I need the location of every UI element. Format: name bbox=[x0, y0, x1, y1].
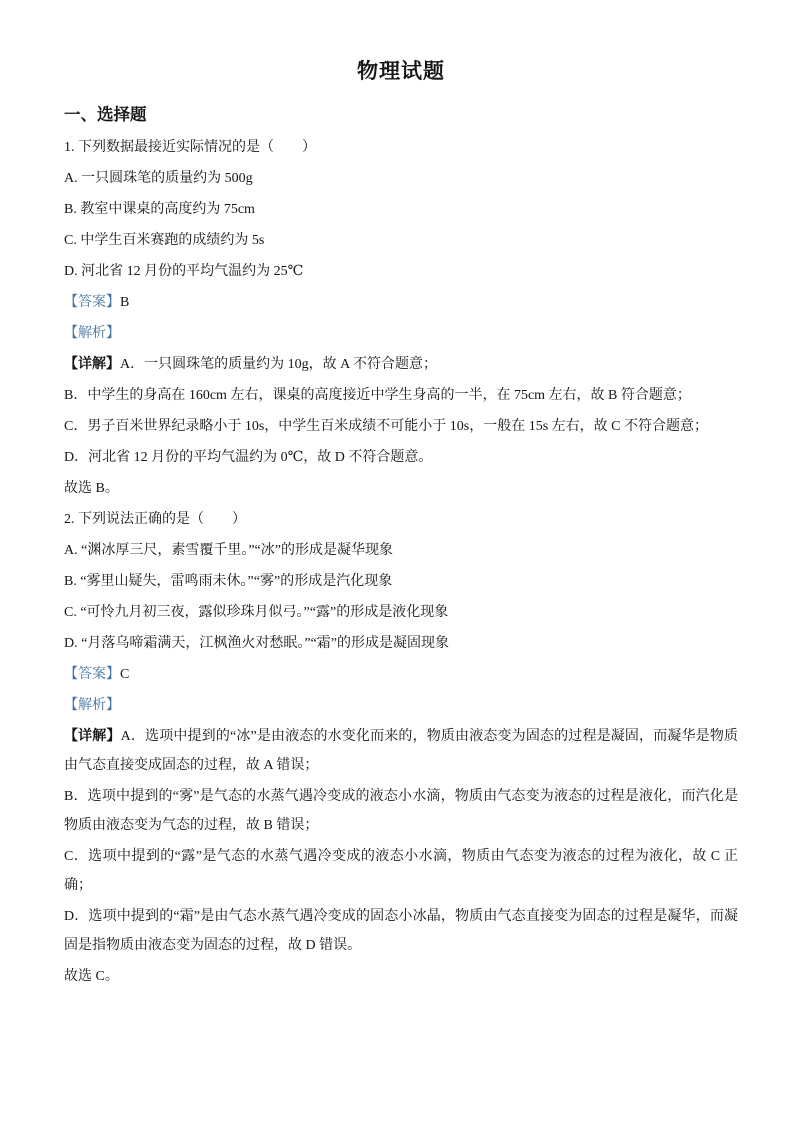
analysis-line bbox=[64, 319, 738, 348]
document-title: 物理试题 bbox=[357, 59, 445, 83]
detail-paragraph-b: B．选项中提到的“雾”是气态的水蒸气遇冷变成的液态小水滴，物质由气态变为液态的过程是液化，而汽化是物质由液态变为气态的过程，故 B 错误； bbox=[64, 789, 738, 833]
question-option-b: B. 教室中课桌的高度约为 75cm bbox=[64, 202, 255, 217]
answer-label: 【答案】 bbox=[64, 295, 120, 310]
detail-text: A．选项中提到的“冰”是由液态的水变化而来的，物质由液态变为固态的过程是凝固，而凝华是物质由气态直接变成固态的过程，故 A 错误； bbox=[64, 729, 738, 773]
question-block-2 bbox=[64, 505, 738, 991]
answer-line bbox=[64, 660, 738, 689]
detail-paragraph-c: C．男子百米世界纪录略小于 10s，中学生百米成绩不可能小于 10s，一般在 15s 左右，故 C 不符合题意； bbox=[64, 419, 709, 434]
question-stem: 2. 下列说法正确的是（ ） bbox=[64, 512, 246, 527]
detail-paragraph-a bbox=[64, 722, 738, 780]
answer-label: 【答案】 bbox=[64, 667, 120, 682]
question-option-d: D. 河北省 12 月份的平均气温约为 25℃ bbox=[64, 264, 304, 279]
question-option-a: A. 一只圆珠笔的质量约为 500g bbox=[64, 171, 253, 186]
question-option-c: C. 中学生百米赛跑的成绩约为 5s bbox=[64, 233, 265, 248]
analysis-line bbox=[64, 691, 738, 720]
conclusion-line: 故选 C。 bbox=[64, 969, 119, 984]
conclusion-line: 故选 B。 bbox=[64, 481, 119, 496]
detail-text: A．一只圆珠笔的质量约为 10g，故 A 不符合题意； bbox=[120, 357, 437, 372]
detail-paragraph-d: D．选项中提到的“霜”是由气态水蒸气遇冷变成的固态小冰晶，物质由气态直接变为固态的过程是凝华，而凝固是指物质由液态变为固态的过程，故 D 错误。 bbox=[64, 909, 738, 953]
question-option-a: A. “渊冰厚三尺，素雪覆千里。”“冰”的形成是凝华现象 bbox=[64, 543, 393, 558]
answer-value: B bbox=[120, 295, 130, 310]
detail-label: 【详解】 bbox=[64, 729, 121, 744]
answer-line bbox=[64, 288, 738, 317]
analysis-label: 【解析】 bbox=[64, 326, 120, 341]
question-option-b: B. “雾里山疑失，雷鸣雨未休。”“雾”的形成是汽化现象 bbox=[64, 574, 393, 589]
question-option-d: D. “月落乌啼霜满天，江枫渔火对愁眠。”“霜”的形成是凝固现象 bbox=[64, 636, 449, 651]
analysis-label: 【解析】 bbox=[64, 698, 120, 713]
detail-paragraph-c: C．选项中提到的“露”是气态的水蒸气遇冷变成的液态小水滴，物质由气态变为液态的过程为液化，故 C 正确； bbox=[64, 849, 738, 893]
answer-value: C bbox=[120, 667, 130, 682]
detail-paragraph-d: D．河北省 12 月份的平均气温约为 0℃，故 D 不符合题意。 bbox=[64, 450, 433, 465]
section-heading: 一、选择题 bbox=[64, 105, 147, 124]
question-stem: 1. 下列数据最接近实际情况的是（ ） bbox=[64, 140, 316, 155]
detail-paragraph-a bbox=[64, 350, 738, 379]
question-block-1 bbox=[64, 133, 738, 503]
question-option-c: C. “可怜九月初三夜，露似珍珠月似弓。”“露”的形成是液化现象 bbox=[64, 605, 449, 620]
detail-paragraph-b: B．中学生的身高在 160cm 左右，课桌的高度接近中学生身高的一半，在 75cm 左右，故 B 符合题意； bbox=[64, 388, 691, 403]
detail-label: 【详解】 bbox=[64, 357, 120, 372]
